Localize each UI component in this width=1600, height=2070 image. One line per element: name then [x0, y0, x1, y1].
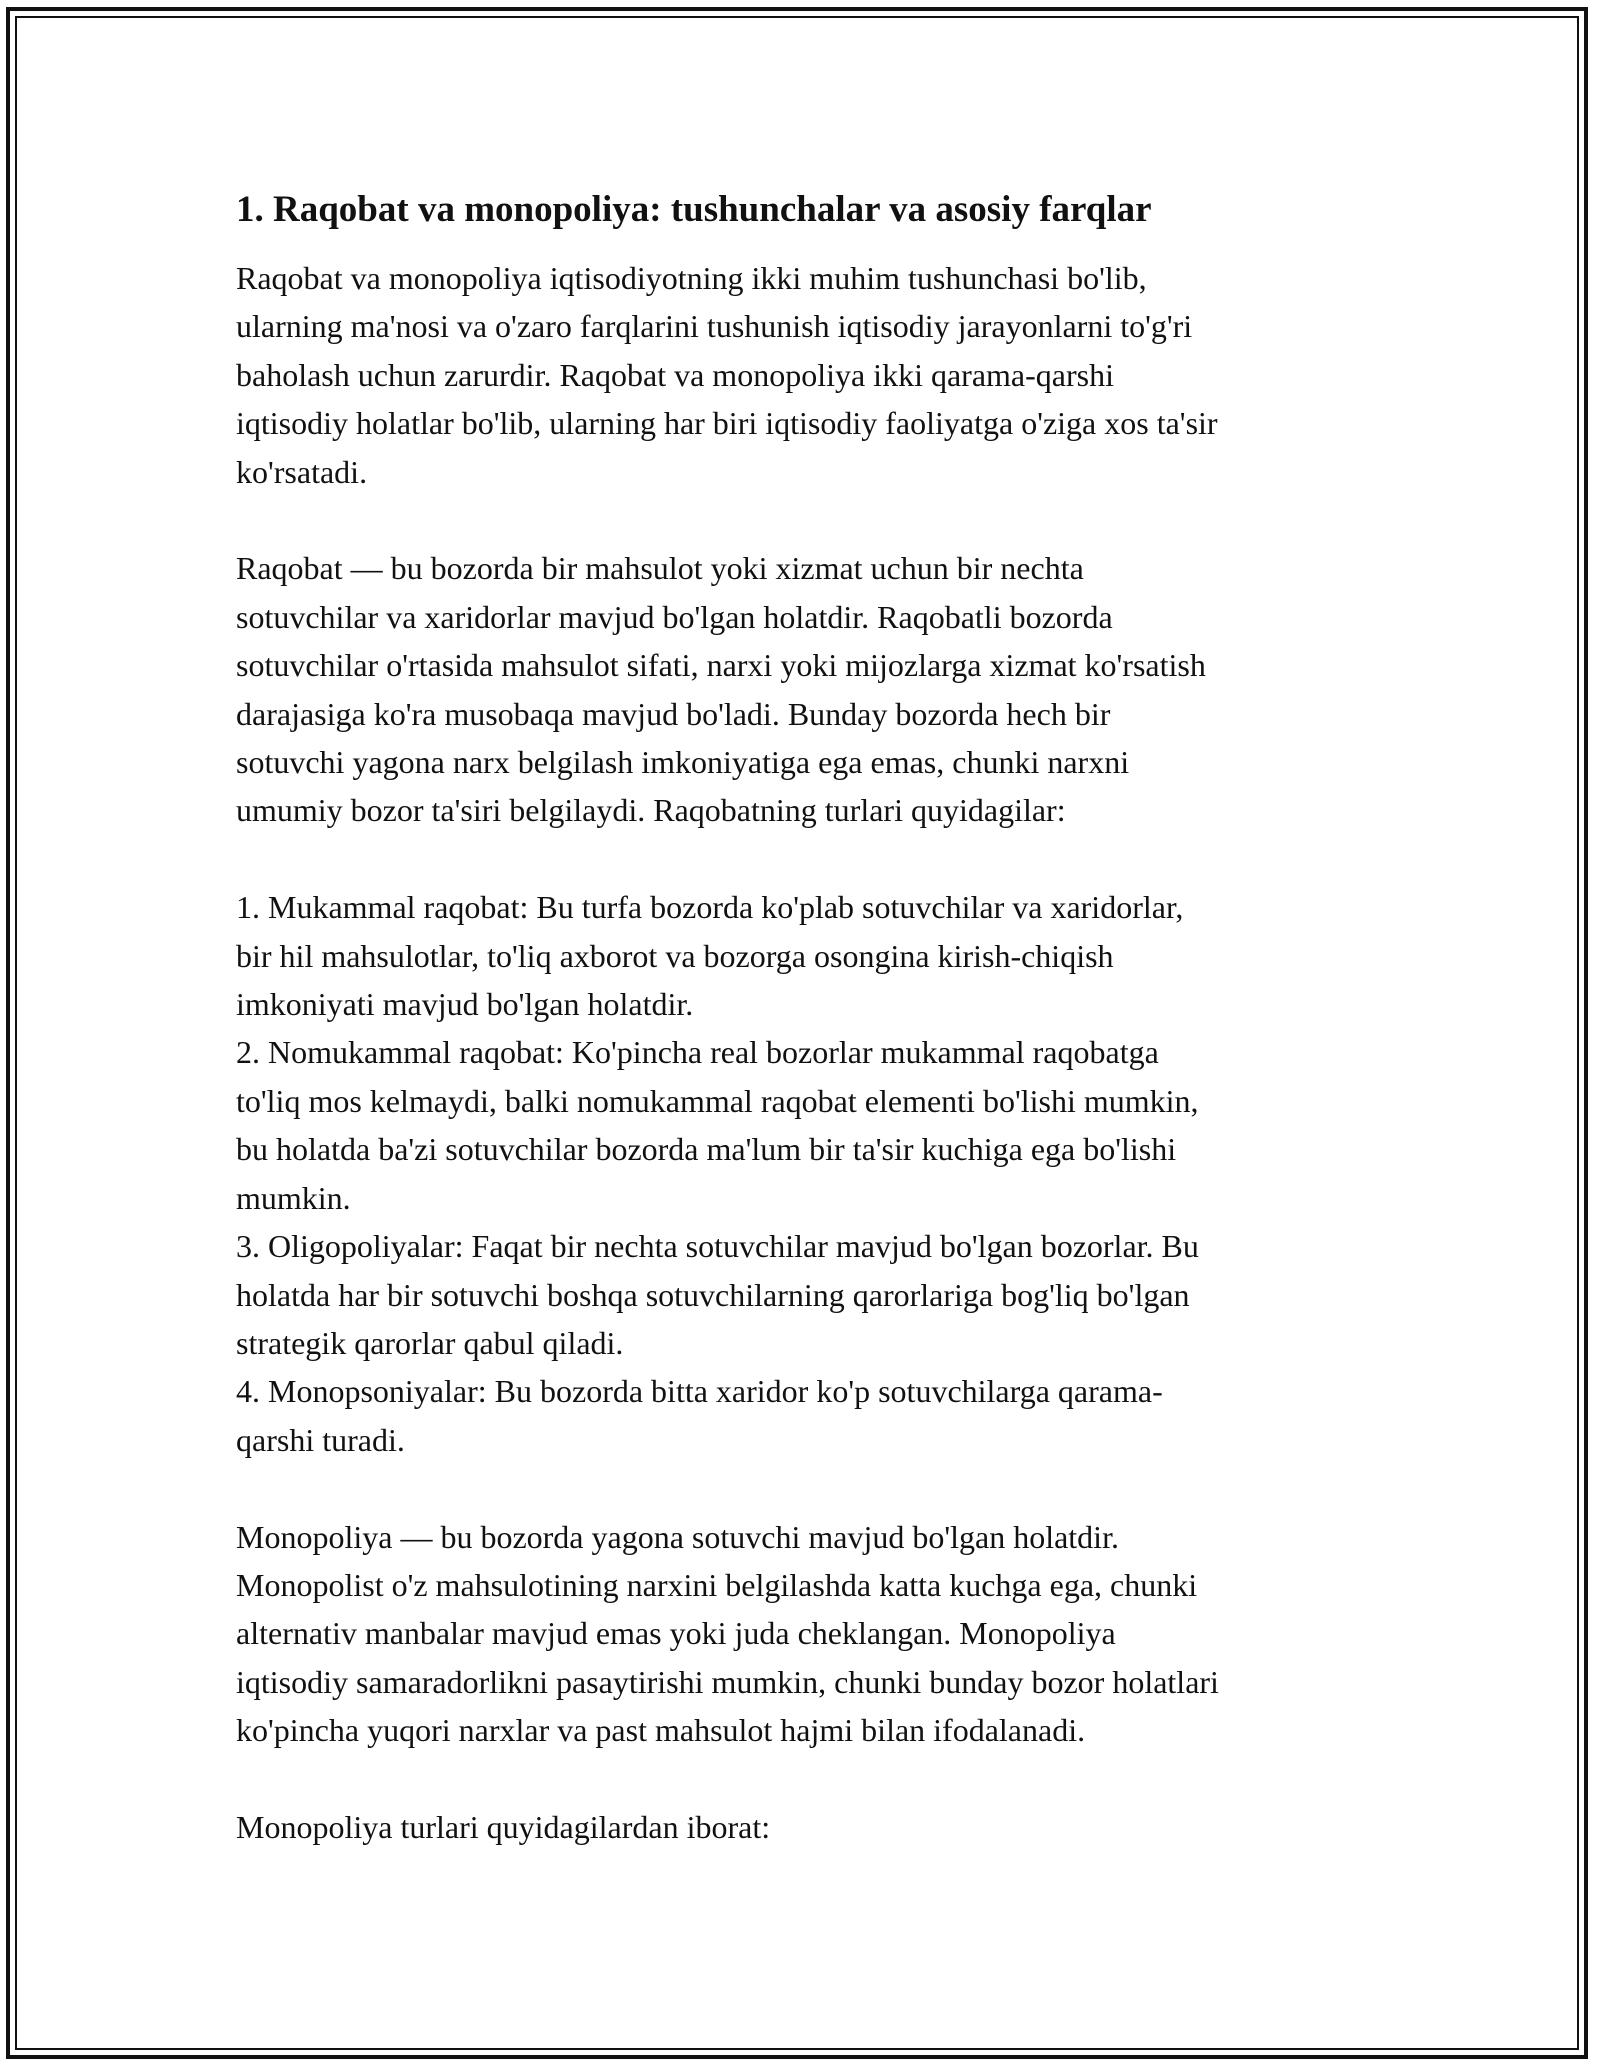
list-item: 2. Nomukammal raqobat: Ko'pincha real bozorlar mukammal raqobatga to'liq mos kelmaydi, balki nomukammal raqobat elementi bo'lishi mumkin, bu holatda ba'zi sotuvchilar bozorda ma'lum bir ta'sir kuchiga ega bo'lishi mumkin.: [236, 1034, 1199, 1216]
monopoly-definition-paragraph: Monopoliya — bu bozorda yagona sotuvchi mavjud bo'lgan holatdir. Monopolist o'z mahsulotining narxini belgilashda katta kuchga ega, chunki alternativ manbalar mavjud emas yoki juda cheklangan. Monopoliya iqtisodiy samaradorlikni pasaytirishi mumkin, chunki bunday bozor holatlari ko'pincha yuqori narxlar va past mahsulot hajmi bilan ifodalanadi.: [236, 1518, 1219, 1749]
document-body: [236, 186, 1376, 1900]
list-item: 3. Oligopoliyalar: Faqat bir nechta sotuvchilar mavjud bo'lgan bozorlar. Bu holatda har bir sotuvchi boshqa sotuvchilarning qarorlariga bog'liq bo'lgan strategik qarorlar qabul qiladi.: [236, 1228, 1199, 1361]
section-heading: 1. Raqobat va monopoliya: tushunchalar va asosiy farqlar: [236, 189, 1152, 230]
monopoly-types-intro: Monopoliya turlari quyidagilardan iborat:: [236, 1808, 771, 1845]
list-item: 1. Mukammal raqobat: Bu turfa bozorda ko'plab sotuvchilar va xaridorlar, bir hil mahsulotlar, to'liq axborot va bozorga osongina kirish-chiqish imkoniyati mavjud bo'lgan holatdir.: [236, 889, 1184, 1023]
intro-paragraph: Raqobat va monopoliya iqtisodiyotning ikki muhim tushunchasi bo'lib, ularning ma'nosi va o'zaro farqlarini tushunish iqtisodiy jarayonlarni to'g'ri baholash uchun zarurdir. Raqobat va monopoliya ikki qarama-qarshi iqtisodiy holatlar bo'lib, ularning har biri iqtisodiy faoliyatga o'ziga xos ta'sir ko'rsatadi.: [236, 260, 1218, 490]
competition-definition-paragraph: Raqobat — bu bozorda bir mahsulot yoki xizmat uchun bir nechta sotuvchilar va xaridorlar mavjud bo'lgan holatdir. Raqobatli bozorda sotuvchilar o'rtasida mahsulot sifati, narxi yoki mijozlarga xizmat ko'rsatish darajasiga ko'ra musobaqa mavjud bo'ladi. Bunday bozorda hech bir sotuvchi yagona narx belgilash imkoniyatiga ega emas, chunki narxni umumiy bozor ta'siri belgilaydi. Raqobatning turlari quyidagilar:: [236, 550, 1206, 829]
list-item: 4. Monopsoniyalar: Bu bozorda bitta xaridor ko'p sotuvchilarga qarama- qarshi turadi.: [236, 1373, 1163, 1458]
competition-types-list: [236, 883, 1376, 1464]
